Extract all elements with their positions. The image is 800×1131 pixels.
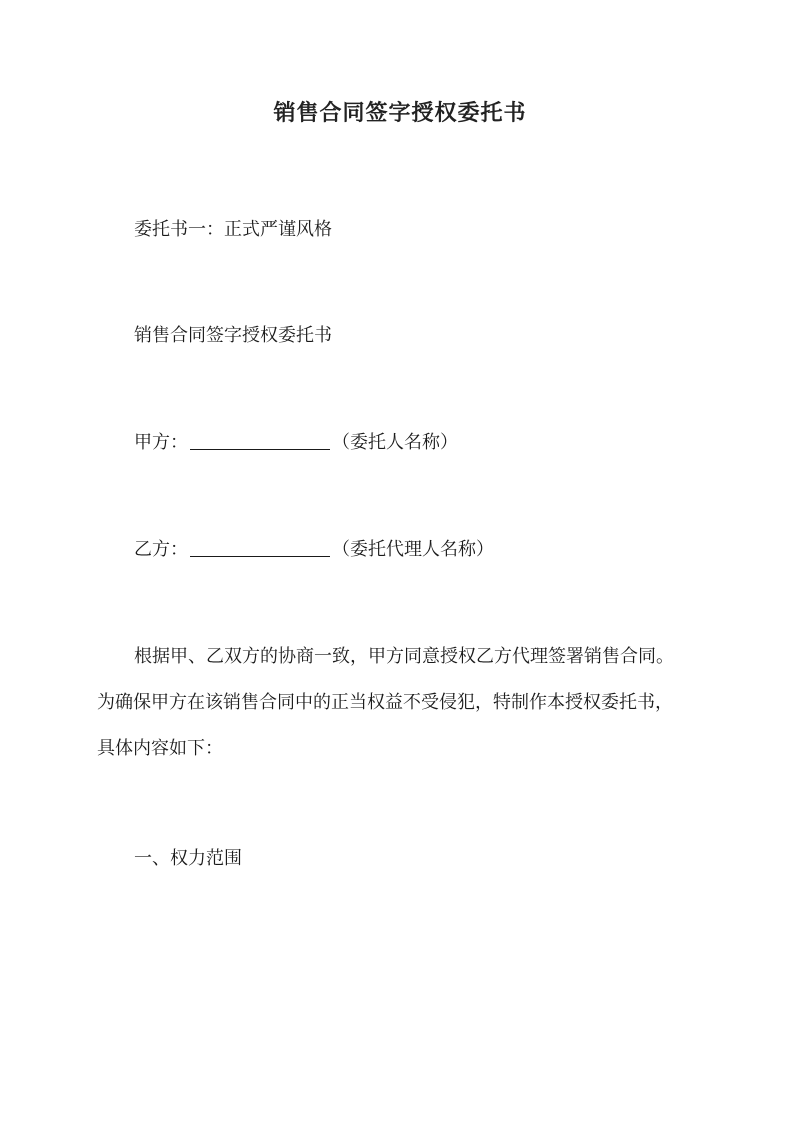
intro-paragraph: [97, 644, 697, 782]
intro-line-1: 根据甲、乙双方的协商一致，甲方同意授权乙方代理签署销售合同。: [134, 646, 674, 667]
intro-line-3: 具体内容如下：: [97, 738, 223, 759]
party-b-blank: [190, 538, 330, 557]
party-b-line: [134, 537, 494, 563]
party-b-note: （委托代理人名称）: [332, 539, 494, 560]
party-a-line: [134, 430, 458, 456]
document-subtitle: 销售合同签字授权委托书: [134, 325, 332, 346]
party-a-blank: [190, 431, 330, 450]
party-b-label: 乙方：: [134, 539, 188, 560]
intro-line-2: 为确保甲方在该销售合同中的正当权益不受侵犯，特制作本授权委托书，: [97, 692, 673, 713]
document-title: 销售合同签字授权委托书: [273, 100, 527, 126]
party-a-label: 甲方：: [134, 432, 188, 453]
section-heading-1: 一、权力范围: [134, 848, 242, 869]
style-label: 委托书一：正式严谨风格: [134, 219, 332, 240]
party-a-note: （委托人名称）: [332, 432, 458, 453]
